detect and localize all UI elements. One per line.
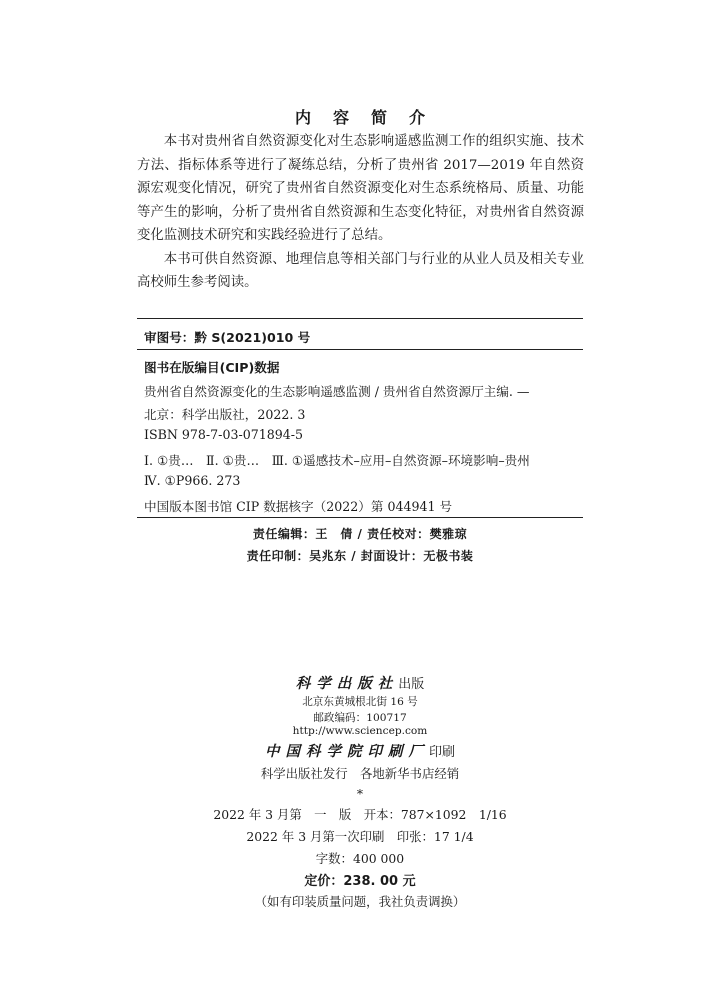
publisher-logo: 科学出版社 xyxy=(295,675,399,692)
summary-title: 内容简介 xyxy=(294,108,447,127)
cip-line: 北京：科学出版社，2022. 3 xyxy=(144,407,306,422)
publisher-line xyxy=(0,672,720,693)
map-review-number: 审图号：黔 S(2021)010 号 xyxy=(144,330,311,345)
staff-line: 责任编辑：王 倩 / 责任校对：樊雅琼 xyxy=(252,527,468,541)
summary-paragraph: 本书对贵州省自然资源变化对生态影响遥感监测工作的组织实施、技术方法、指标体系等进行了凝练总结，分析了贵州省 2017—2019 年自然资源宏观变化情况，研究了贵州省自然资源变化对生态系统格局、质量、功能等产生的影响，分析了贵州省自然资源和生态变化特征，对贵州省自然资源变化监测技术研究和实践经验进行了总结。 xyxy=(137,134,584,243)
publisher-postcode: 邮政编码：100717 xyxy=(313,712,407,724)
summary-paragraph: 本书可供自然资源、地理信息等相关部门与行业的从业人员及相关专业高校师生参考阅读。 xyxy=(137,251,584,290)
separator-star: * xyxy=(356,786,364,801)
cip-line: 贵州省自然资源变化的生态影响遥感监测 / 贵州省自然资源厅主编. — xyxy=(144,384,530,399)
printing-line: 2022 年 3 月第一次印刷 印张：17 1/4 xyxy=(246,829,474,844)
divider xyxy=(137,349,583,350)
cip-line: Ⅳ. ①P966. 273 xyxy=(144,473,241,488)
publisher-suffix: 出版 xyxy=(398,677,425,692)
edition-line: 2022 年 3 月第 一 版 开本：787×1092 1/16 xyxy=(213,807,507,822)
quality-notice: （如有印装质量问题，我社负责调换） xyxy=(254,894,466,909)
publisher-website: http://www.sciencep.com xyxy=(292,725,428,737)
distribution-line: 科学出版社发行 各地新华书店经销 xyxy=(260,766,460,781)
printer-logo: 中国科学院印刷厂 xyxy=(264,743,429,760)
divider xyxy=(137,517,583,518)
printer-suffix: 印刷 xyxy=(428,745,455,760)
publisher-address: 北京东黄城根北街 16 号 xyxy=(302,696,418,708)
cip-line: 中国版本图书馆 CIP 数据核字（2022）第 044941 号 xyxy=(144,499,453,514)
price: 定价：238. 00 元 xyxy=(304,874,416,889)
staff-line: 责任印制：吴兆东 / 封面设计：无极书装 xyxy=(246,549,474,563)
divider xyxy=(137,318,583,319)
word-count: 字数：400 000 xyxy=(315,851,405,866)
cip-line: ISBN 978-7-03-071894-5 xyxy=(144,427,304,442)
printer-line xyxy=(0,740,720,761)
summary-body xyxy=(137,130,584,295)
cip-heading: 图书在版编目(CIP)数据 xyxy=(144,360,280,375)
cip-line: Ⅰ. ①贵… Ⅱ. ①贵… Ⅲ. ①遥感技术–应用–自然资源–环境影响–贵州 xyxy=(144,453,530,468)
